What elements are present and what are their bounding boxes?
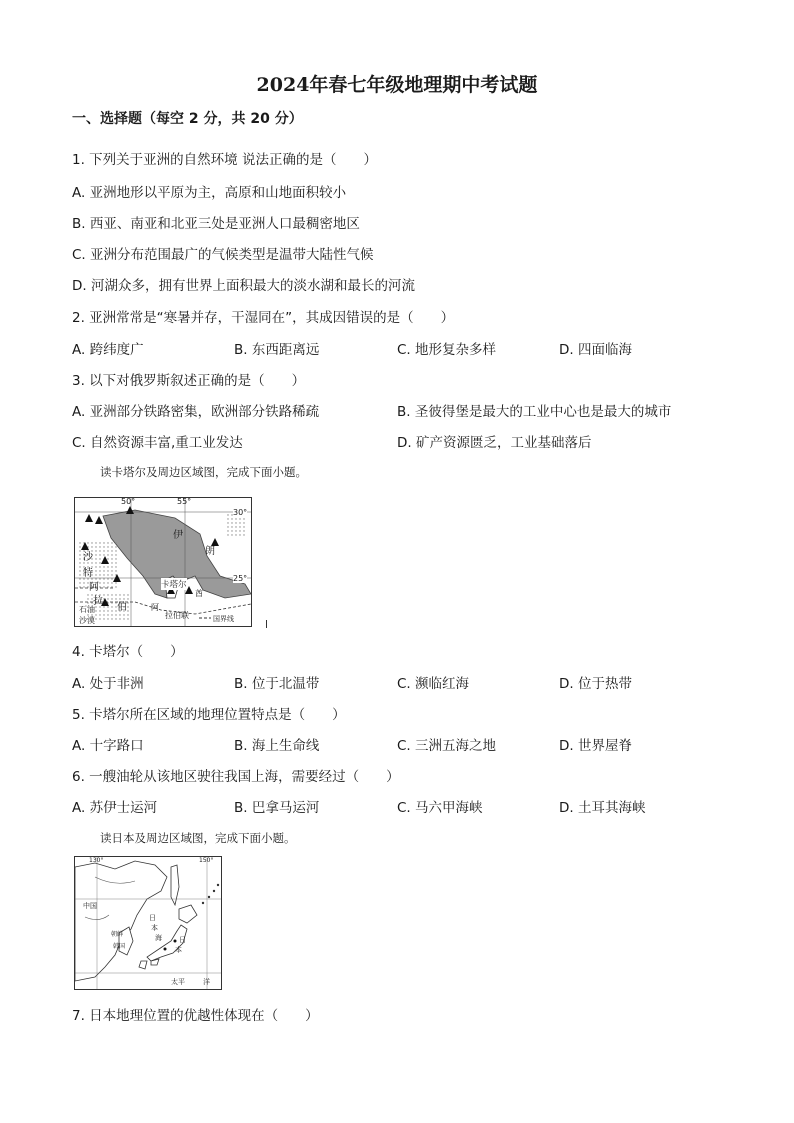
question-6-option-c: C. 马六甲海峡 — [397, 800, 483, 816]
map1-label-lang: 朗 — [205, 546, 215, 557]
question-1-option-b: B. 西亚、南亚和北亚三处是亚洲人口最稠密地区 — [72, 216, 360, 232]
map1-label-la: 拉 — [93, 596, 103, 607]
question-5-option-c: C. 三洲五海之地 — [397, 738, 497, 754]
page-title: 2024年春七年级地理期中考试题 — [256, 74, 538, 96]
question-1-option-a: A. 亚洲地形以平原为主，高原和山地面积较小 — [72, 185, 347, 201]
question-4-option-a: A. 处于非洲 — [72, 676, 144, 692]
map2-lon-130: 130° — [89, 857, 104, 864]
question-6-stem: 6. 一艘油轮从该地区驶往我国上海，需要经过（ ） — [72, 769, 400, 785]
map2-label-ben2: 本 — [175, 946, 182, 954]
map2-label-hai: 海 — [155, 934, 162, 942]
section-heading: 一、选择题（每空 2 分，共 20 分） — [72, 111, 303, 127]
qatar-region-map — [74, 497, 252, 627]
japan-region-map — [74, 856, 222, 990]
question-6-option-a: A. 苏伊士运河 — [72, 800, 158, 816]
map-2-instruction: 读日本及周边区域图，完成下面小题。 — [100, 831, 296, 845]
question-7-stem: 7. 日本地理位置的优越性体现在（ ） — [72, 1008, 319, 1024]
map1-lon-55: 55° — [177, 497, 192, 506]
map2-label-yang: 洋 — [203, 978, 210, 986]
map2-label-china: 中国 — [83, 902, 97, 910]
map1-label-yi: 伊 — [173, 530, 183, 541]
map2-label-ben: 本 — [151, 924, 158, 932]
question-3-option-a: A. 亚洲部分铁路密集，欧洲部分铁路稀疏 — [72, 404, 320, 420]
map1-label-te: 特 — [83, 568, 93, 579]
map2-lon-150: 150° — [199, 857, 214, 864]
question-4-option-d: D. 位于热带 — [559, 676, 632, 692]
question-3-stem: 3. 以下对俄罗斯叙述正确的是（ ） — [72, 373, 306, 389]
question-1-stem: 1. 下列关于亚洲的自然环境 说法正确的是（ ） — [72, 152, 377, 168]
map1-label-bo: 伯 — [117, 602, 127, 613]
map2-label-hanguo: 韩国 — [113, 943, 126, 950]
map2-label-ri2: 日 — [179, 936, 186, 944]
question-3-option-b: B. 圣彼得堡是最大的工业中心也是最大的城市 — [397, 404, 672, 420]
map2-label-korea: 朝鲜 — [111, 931, 124, 938]
question-4-option-b: B. 位于北温带 — [234, 676, 320, 692]
question-6-option-b: B. 巴拿马运河 — [234, 800, 320, 816]
map2-label-taiping: 太平 — [171, 978, 185, 986]
separator-mark — [266, 620, 267, 628]
question-1-option-d: D. 河湖众多，拥有世界上面积最大的淡水湖和最长的河流 — [72, 278, 415, 294]
map1-label-shiyou: 石油 — [79, 605, 95, 614]
map1-label-qiu: 酋 — [195, 589, 203, 598]
question-2-option-b: B. 东西距离远 — [234, 342, 320, 358]
question-5-option-a: A. 十字路口 — [72, 738, 144, 754]
question-5-option-d: D. 世界屋脊 — [559, 738, 632, 754]
map1-lat-30: 30° — [233, 508, 248, 517]
question-4-option-c: C. 濒临红海 — [397, 676, 470, 692]
question-6-option-d: D. 土耳其海峡 — [559, 800, 646, 816]
map-1-instruction: 读卡塔尔及周边区域图，完成下面小题。 — [100, 465, 307, 479]
question-2-option-c: C. 地形复杂多样 — [397, 342, 497, 358]
question-2-option-a: A. 跨纬度广 — [72, 342, 144, 358]
question-5-option-b: B. 海上生命线 — [234, 738, 320, 754]
question-2-stem: 2. 亚洲常常是“寒暑并存，干湿同在”，其成因错误的是（ ） — [72, 310, 455, 326]
question-1-option-c: C. 亚洲分布范围最广的气候类型是温带大陆性气候 — [72, 247, 374, 263]
map1-label-sha: 沙 — [83, 552, 93, 563]
map1-label-shamo: 沙漠 — [79, 616, 95, 625]
map1-lat-25: 25° — [233, 574, 248, 583]
map1-legend-border: 国界线 — [213, 615, 234, 623]
map1-label-qatar: 卡塔尔 — [161, 580, 187, 590]
map2-label-ri: 日 — [149, 914, 156, 922]
question-2-option-d: D. 四面临海 — [559, 342, 632, 358]
map1-lon-50: 50° — [121, 497, 136, 506]
question-4-stem: 4. 卡塔尔（ ） — [72, 644, 184, 660]
map1-label-a: 阿 — [89, 582, 99, 593]
question-5-stem: 5. 卡塔尔所在区域的地理位置特点是（ ） — [72, 707, 346, 723]
map1-label-uae: 拉伯联 — [165, 611, 189, 620]
question-3-option-c: C. 自然资源丰富,重工业发达 — [72, 435, 243, 451]
map1-label-alabo: 阿 — [151, 603, 159, 612]
question-3-option-d: D. 矿产资源匮乏，工业基础落后 — [397, 435, 592, 451]
